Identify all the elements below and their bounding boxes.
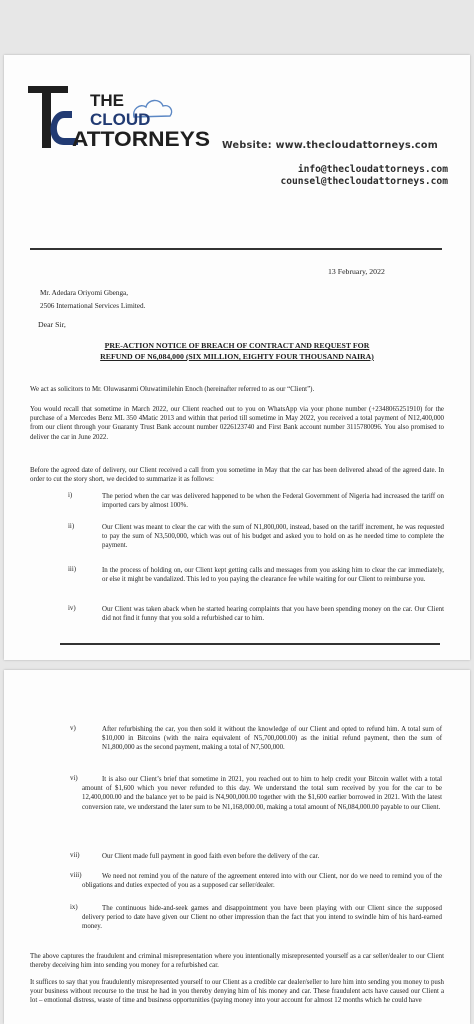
letter-page-2 xyxy=(4,670,470,1024)
list-item: It is also our Client’s brief that sometime in 2021, you reached out to him to help credit your Bitcoin wallet with a total amount of $1,600 which you never refunded to this day. We understand the total sum received by you for the car to be 12,400,000.00 and the balance yet to be paid is N4,900,000.00 together with the $1,600 earlier borrowed in 2021. With the latest conversion rate, we understand the later sum to be N1,168,000.00, making a total amount of N6,084,000.00 payable to our Client. xyxy=(82,776,442,811)
letterhead-divider xyxy=(30,248,442,250)
company-logo xyxy=(28,83,218,153)
list-item: Our Client made full payment in good faith even before the delivery of the car. xyxy=(102,853,320,860)
captures-paragraph: The above captures the fraudulent and criminal misrepresentation where you intentionally misrepresented yourself as a car seller/dealer to our Client thereby deceiving him into sending you money for a refurbished car. xyxy=(30,953,444,970)
item-number: iv) xyxy=(68,605,76,612)
contact-emails xyxy=(280,164,448,188)
item-number: i) xyxy=(68,492,73,499)
intro-paragraph: We act as solicitors to Mr. Oluwasanmi Oluwatimilehin Enoch (hereinafter referred to as our “Client”). xyxy=(30,386,315,393)
letter-date: 13 February, 2022 xyxy=(328,267,385,276)
page-1-bottom-rule xyxy=(60,643,440,645)
recipient-company: 2506 International Services Limited. xyxy=(40,302,146,310)
item-number: viii) xyxy=(70,872,82,879)
letter-title-line-1: PRE-ACTION NOTICE OF BREACH OF CONTRACT AND REQUEST FOR xyxy=(104,341,370,350)
list-item: The period when the car was delivered happened to be when the Federal Government of Nigeria had increased the tariff on imported cars by almost 100%. xyxy=(102,493,444,510)
list-item: Our Client was meant to clear the car with the sum of N1,800,000, instead, based on the tariff increment, he was requested to pay the sum of N3,500,000, which was out of his budget and asked you to hold on as he needed time to complete the payment. xyxy=(102,524,444,550)
recipient-address xyxy=(40,287,145,313)
email-counsel: counsel@thecloudattorneys.com xyxy=(280,176,448,187)
logo-text-cloud: CLOUD xyxy=(90,110,151,129)
salutation: Dear Sir, xyxy=(38,320,66,329)
email-info: info@thecloudattorneys.com xyxy=(297,164,448,175)
logo-text-the: THE xyxy=(90,91,124,110)
suffices-paragraph: It suffices to say that you fraudulently misrepresented yourself to our Client as a credible car dealer/seller to lure him into sending you money to push your business without recourse to the trust he had in you thereby denying him of his money and car. These fraudulent acts have caused our Client a lot – emotional distress, waste of time and business opportunities (paying money into your account for almost 12 months which he could have xyxy=(30,979,444,1005)
website-text: Website: www.thecloudattorneys.com xyxy=(222,140,439,151)
letter-title-line-2: REFUND OF N6,084,000 (SIX MILLION, EIGHTY FOUR THOUSAND NAIRA) xyxy=(100,352,374,361)
item-number: v) xyxy=(70,725,76,732)
logo-text-attorneys: ATTORNEYS xyxy=(72,128,210,151)
list-item: The continuous hide-and-seek games and disappointment you have been playing with our Client since the supposed delivery period to date have given our Client no other impression than the fact that you intend to swindle him of his hard-earned money. xyxy=(82,905,442,931)
before-paragraph: Before the agreed date of delivery, our Client received a call from you sometime in May that the car has been delivered ahead of the agreed date. In order to cut the story short, we decided to summarize it as follows: xyxy=(30,467,444,484)
item-number: ix) xyxy=(70,904,78,911)
letter-title xyxy=(50,340,424,362)
item-number: ii) xyxy=(68,523,75,530)
list-item: After refurbishing the car, you then sold it without the knowledge of our Client and opted to refund him. A total sum of $10,000 in Bitcoins (with the naira equivalent of N5,700,000.00) as the initial refund payment, then the sum of N1,800,000 as the second payment, making a total of N7,500,000. xyxy=(102,726,442,752)
item-number: vii) xyxy=(70,852,80,859)
list-item: We need not remind you of the nature of the agreement entered into with our Client, nor do we need to remind you of the obligations and duties expected of you as a supposed car seller/dealer. xyxy=(82,873,442,890)
recipient-name: Mr. Adedara Oriyomi Gbenga, xyxy=(40,289,129,297)
list-item: Our Client was taken aback when he started hearing complaints that you have been spending money on the car. Our Client did not find it funny that you sold a refurbished car to him. xyxy=(102,606,444,623)
recall-paragraph: You would recall that sometime in March 2022, our Client reached out to you on WhatsApp via your phone number (+2348065251910) for the purchase of a Mercedes Benz ML 350 4Matic 2013 and within that period till sometime in May 2022, you received a total payment of N12,400,000 from our client through your Guaranty Trust Bank account number 0226123740 and First Bank account number 3115780096. You also promised to deliver the car in June 2022. xyxy=(30,406,444,441)
list-item: In the process of holding on, our Client kept getting calls and messages from you asking him to clear the car immediately, or else it might be vandalized. This led to you paying the clearance fee while waiting for our Client to reimburse you. xyxy=(102,567,444,584)
item-number: iii) xyxy=(68,566,77,573)
item-number: vi) xyxy=(70,775,78,782)
